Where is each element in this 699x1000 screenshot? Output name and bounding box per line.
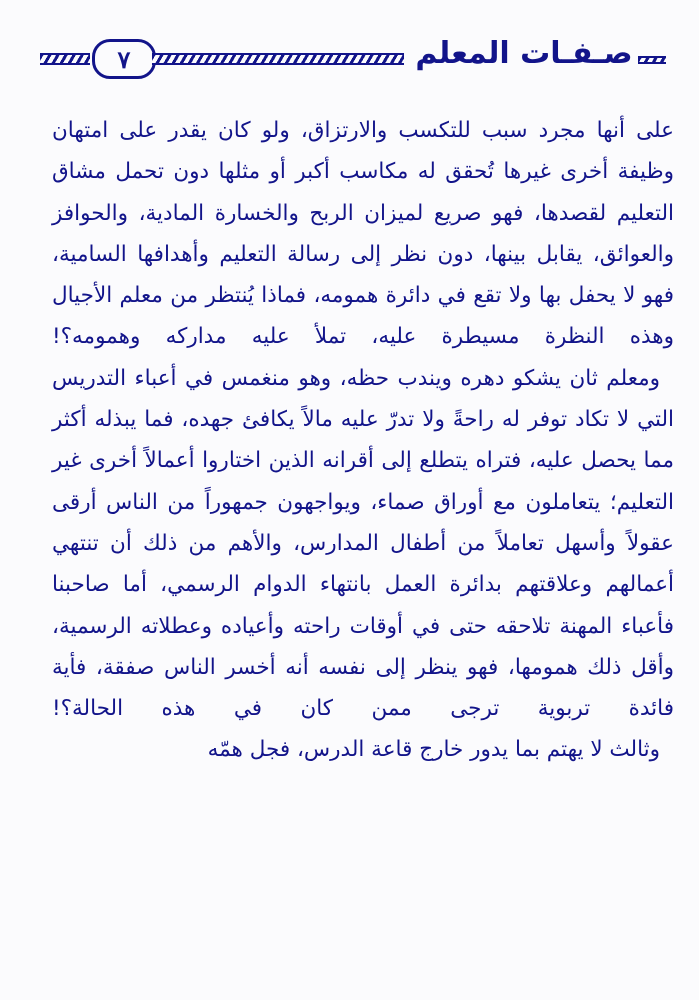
header-rope-ornament-left bbox=[40, 53, 90, 65]
header-rope-ornament-end bbox=[638, 56, 666, 64]
paragraph-2: ومعلم ثان يشكو دهره ويندب حظه، وهو منغمس في أعباء التدريس التي لا تكاد توفر له راحةً ولا تدرّ عليه مالاً يكافئ جهده، فما يبذله أكثر مما يحصل عليه، فتراه يتطلع إلى أقرانه الذين اختاروا أعمالاً أخرى غير التعليم؛ يتعاملون مع أوراق صماء، ويواجهون جمهوراً من الناس أرقى عقولاً وأسهل تعاملاً من أطفال المدارس، والأهم من ذلك أن تنتهي أعمالهم وعلاقتهم بدائرة العمل بانتهاء الدوام الرسمي، أما صاحبنا فأعباء المهنة تلاحقه حتى في أوقات راحته وأعياده وعطلاته الرسمية، وأقل ذلك همومها، فهو ينظر إلى نفسه أنه أخسر الناس صفقة، فأية فائدة تربوية ترجى ممن كان في هذه الحالة؟! bbox=[52, 365, 674, 722]
page-header bbox=[40, 26, 670, 86]
body-text bbox=[52, 110, 674, 771]
paragraph-1: على أنها مجرد سبب للتكسب والارتزاق، ولو كان يقدر على امتهان وظيفة أخرى غيرها تُحقق له مكاسب أكبر أو مثلها دون تحمل مشاق التعليم لقصدها، فهو صريع لميزان الربح والخسارة المادية، والحوافز والعوائق، يقابل بينها، دون نظر إلى رسالة التعليم وأهدافها السامية، فهو لا يحفل بها ولا تقع في دائرة همومه، فماذا يُنتظر من معلم الأجيال وهذه النظرة مسيطرة عليه، تملأ عليه مداركه وهمومه؟! bbox=[52, 118, 674, 350]
chapter-title: صـفـات المعلم bbox=[415, 36, 633, 71]
header-rope-ornament-middle bbox=[152, 53, 404, 65]
page-number: ٧ bbox=[92, 39, 156, 79]
paragraph-3: وثالث لا يهتم بما يدور خارج قاعة الدرس، فجل همّه bbox=[207, 737, 660, 763]
